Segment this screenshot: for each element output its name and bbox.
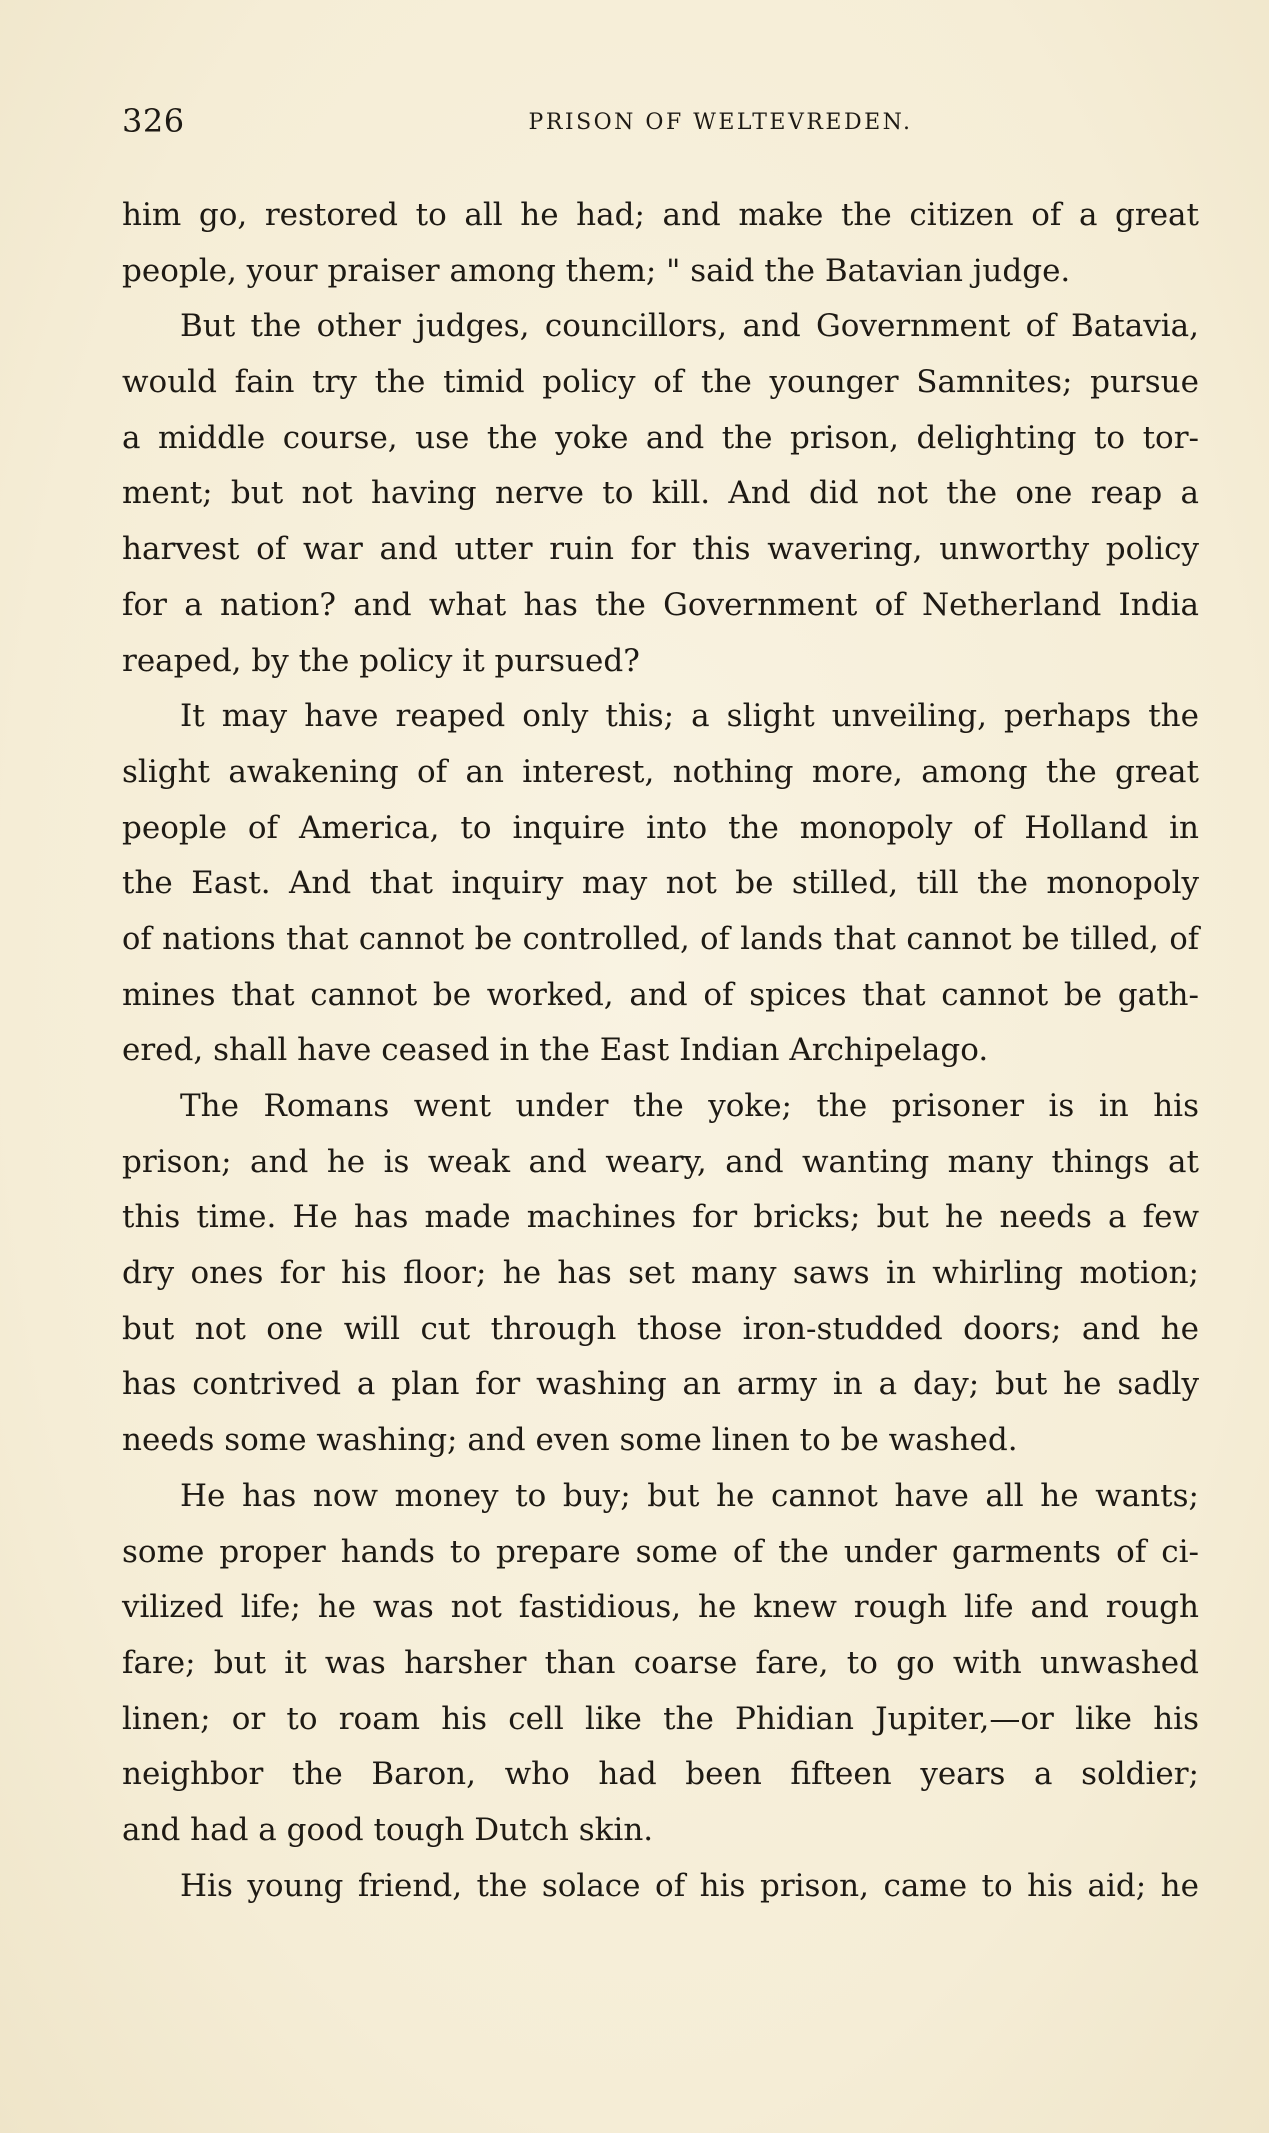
text-line: dry ones for his floor; he has set many saws in whirling motion; (122, 1255, 1199, 1292)
page-number: 326 (122, 102, 185, 140)
text-line: him go, restored to all he had; and make the citizen of a great (122, 197, 1199, 233)
text-line: ment; but not having nerve to kill. And did not the one reap a (122, 475, 1199, 512)
text-line: people, your praiser among them; " said the Batavian judge. (122, 252, 1071, 289)
text-line: but not one will cut through those iron-studded doors; and he (122, 1310, 1199, 1347)
text-line: slight awakening of an interest, nothing more, among the great (122, 753, 1199, 790)
text-line: people of America, to inquire into the monopoly of Holland in (122, 809, 1199, 846)
running-head: PRISON OF WELTEVREDEN. (528, 110, 913, 135)
text-line: fare; but it was harsher than coarse fare, to go with unwashed (122, 1644, 1199, 1681)
text-line: But the other judges, councillors, and Government of Batavia, (180, 308, 1199, 345)
text-line: He has now money to buy; but he cannot have all he wants; (180, 1477, 1199, 1514)
text-line: this time. He has made machines for bricks; but he needs a few (122, 1199, 1199, 1236)
page-header (122, 100, 1199, 150)
text-line: His young friend, the solace of his prison, came to his aid; he (180, 1867, 1199, 1904)
text-line: vilized life; he was not fastidious, he knew rough life and rough (122, 1589, 1199, 1626)
text-line: reaped, by the policy it pursued? (122, 642, 640, 679)
text-line: harvest of war and utter ruin for this wavering, unworthy policy (122, 531, 1199, 568)
text-line: prison; and he is weak and weary, and wanting many things at (122, 1143, 1199, 1180)
text-line: It may have reaped only this; a slight unveiling, perhaps the (180, 698, 1199, 735)
text-line: and had a good tough Dutch skin. (122, 1811, 654, 1848)
text-line: of nations that cannot be controlled, of lands that cannot be tilled, of (122, 921, 1199, 957)
text-line: ered, shall have ceased in the East Indian Archipelago. (122, 1032, 989, 1069)
text-line: needs some washing; and even some linen to be washed. (122, 1422, 1018, 1459)
text-line: some proper hands to prepare some of the under garments of ci- (122, 1533, 1199, 1570)
text-line: a middle course, use the yoke and the prison, delighting to tor- (122, 419, 1199, 456)
text-line: the East. And that inquiry may not be stilled, till the monopoly (122, 865, 1199, 902)
body-text (122, 188, 1199, 1914)
text-line: The Romans went under the yoke; the prisoner is in his (180, 1088, 1199, 1124)
text-line: has contrived a plan for washing an army in a day; but he sadly (122, 1366, 1199, 1403)
text-line: linen; or to roam his cell like the Phidian Jupiter,—or like his (122, 1700, 1199, 1737)
text-line: would fain try the timid policy of the younger Samnites; pursue (122, 364, 1199, 401)
text-line: for a nation? and what has the Government of Netherland India (122, 586, 1199, 623)
text-line: neighbor the Baron, who had been fifteen years a soldier; (122, 1756, 1199, 1793)
text-line: mines that cannot be worked, and of spices that cannot be gath- (122, 976, 1199, 1013)
